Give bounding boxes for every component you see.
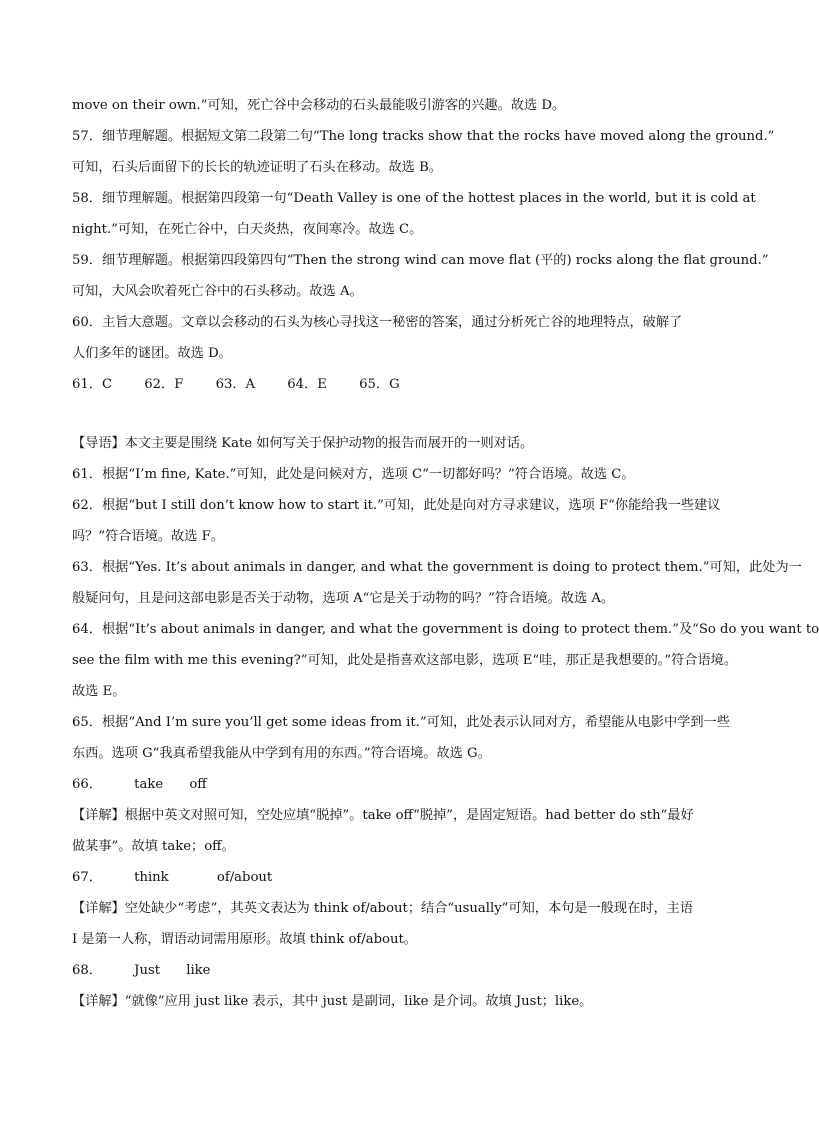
q67-word-2: of/about [216,870,273,885]
text-line: 吗？”符合语境。故选 F。 [72,529,224,544]
answer-62: 62．F [144,377,184,392]
answer-64: 64．E [287,377,327,392]
answers-row [72,375,732,395]
q68-word-1: Just [134,963,161,978]
text-line: 【详解】“就像”应用 just like 表示，其中 just 是副词，like 是介词。故填 Just；like。 [72,994,593,1009]
text-line: 63．根据“Yes. It’s about animals in danger, and what the government is doing to protect them.”可知，此处为一 [72,560,802,575]
text-line: I 是第一人称，谓语动词需用原形。故填 think of/about。 [72,932,417,947]
q66-answer [72,775,732,795]
text-line: night.”可知，在死亡谷中，白天炎热，夜间寒冷。故选 C。 [72,222,423,237]
text-line: see the film with me this evening?”可知，此处是指喜欢这部电影，选项 E“哇，那正是我想要的。”符合语境。 [72,653,738,668]
text-line: 61．根据“I’m fine, Kate.”可知，此处是问候对方，选项 C“一切都好吗？”符合语境。故选 C。 [72,467,635,482]
answer-63: 63．A [215,377,256,392]
text-line: 【详解】根据中英文对照可知，空处应填“脱掉”。take off“脱掉”，是固定短语。had better do sth“最好 [72,808,694,823]
text-line: move on their own.”可知，死亡谷中会移动的石头最能吸引游客的兴趣。故选 D。 [72,98,566,113]
q66-word-1: take [134,777,164,792]
text-line: 人们多年的谜团。故选 D。 [72,346,232,361]
q67-answer [72,868,732,888]
text-line: 58．细节理解题。根据第四段第一句“Death Valley is one of the hottest places in the world, but it is cold at [72,191,756,206]
text-line: 57．细节理解题。根据短文第二段第二句“The long tracks show that the rocks have moved along the ground.” [72,129,775,144]
q67-number: 67． [72,870,102,885]
text-line: 【导语】本文主要是围绕 Kate 如何写关于保护动物的报告而展开的一则对话。 [72,436,534,451]
q66-word-2: off [189,777,207,792]
q66-number: 66． [72,777,102,792]
q67-word-1: think [134,870,169,885]
text-line: 可知，大风会吹着死亡谷中的石头移动。故选 A。 [72,284,363,299]
text-line: 做某事”。故填 take；off。 [72,839,235,854]
text-line: 般疑问句，且是问这部电影是否关于动物，选项 A“它是关于动物的吗？”符合语境。故选 A。 [72,591,615,606]
text-line: 【详解】空处缺少“考虑”，其英文表达为 think of/about；结合“usually”可知，本句是一般现在时，主语 [72,901,694,916]
q68-number: 68． [72,963,102,978]
q68-answer [72,961,732,981]
text-line: 62．根据“but I still don’t know how to start it.”可知，此处是向对方寻求建议，选项 F“你能给我一些建议 [72,498,721,513]
q68-word-2: like [186,963,211,978]
text-line: 59．细节理解题。根据第四段第四句“Then the strong wind can move flat (平的) rocks along the flat ground.” [72,253,769,268]
answer-65: 65．G [359,377,400,392]
text-line: 故选 E。 [72,684,126,699]
text-line: 65．根据“And I’m sure you’ll get some ideas from it.”可知，此处表示认同对方，希望能从电影中学到一些 [72,715,730,730]
answer-61: 61．C [72,377,113,392]
text-line: 东西。选项 G“我真希望我能从中学到有用的东西。”符合语境。故选 G。 [72,746,491,761]
text-line: 60．主旨大意题。文章以会移动的石头为核心寻找这一秘密的答案，通过分析死亡谷的地理特点，破解了 [72,315,683,330]
text-line: 可知，石头后面留下的长长的轨迹证明了石头在移动。故选 B。 [72,160,442,175]
text-line: 64．根据“It’s about animals in danger, and what the government is doing to protect them.”及“So do you want to [72,622,819,637]
